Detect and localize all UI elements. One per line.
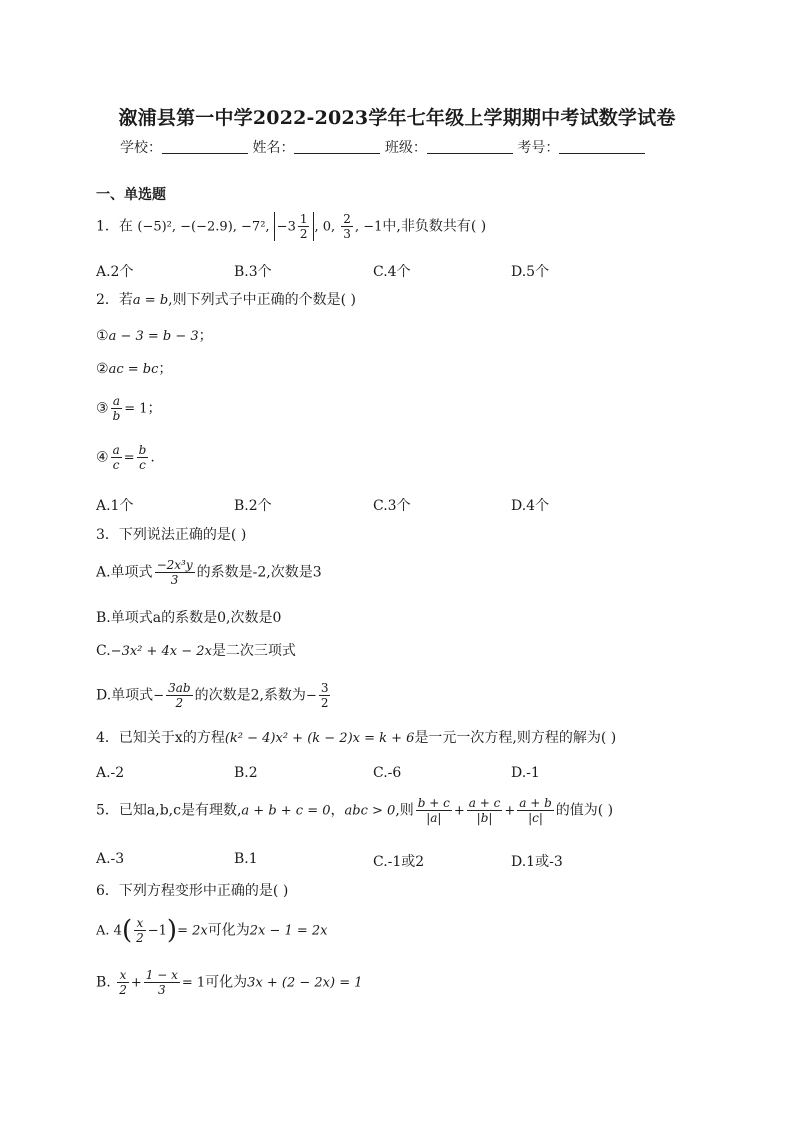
question-number: 5． — [96, 802, 119, 819]
option-frac: $\frac{3ab}{2}$ — [168, 681, 191, 710]
q5-sep: ， — [330, 802, 345, 819]
q3-option-b[interactable] — [96, 609, 281, 627]
q1-mid: , 0, — [314, 219, 340, 235]
question-number: 6． — [96, 883, 119, 899]
option-d[interactable]: D.5个 — [511, 264, 550, 280]
option-a[interactable]: A.1个 — [96, 498, 134, 514]
option-text: B.单项式a的系数是0,次数是0 — [96, 610, 282, 626]
question-4 — [96, 729, 616, 748]
item-end: ； — [198, 328, 213, 344]
class-label: 班级： — [384, 140, 427, 156]
question-number: 2． — [96, 292, 119, 308]
q4-options — [96, 765, 696, 783]
q1-pre: 在 — [118, 218, 133, 235]
option-mid: 的次数是2,系数为 — [194, 687, 306, 704]
option-eq: = 2x — [177, 923, 208, 939]
option-frac-1: $\frac{x}{2}$ — [119, 968, 127, 997]
page-title: 溆浦县第一中学2022-2023学年七年级上学期期中考试数学试卷 — [118, 107, 676, 129]
number-blank — [559, 140, 645, 154]
q5-cond1: a + b + c = 0 — [241, 803, 331, 819]
option-a[interactable]: A.-2 — [96, 765, 125, 781]
q1-expr: (−5)², −(−2.9), −7², — [137, 219, 274, 235]
option-b[interactable]: B.2 — [234, 765, 258, 781]
option-post: 是二次三项式 — [211, 643, 296, 659]
q5-frac-1: $\frac{b + c}{|a|}$ — [417, 796, 450, 825]
option-pre: C. — [96, 643, 111, 659]
q1-abs-frac: $\frac{1}{2}$ — [299, 212, 308, 241]
q5-mid: ,则 — [395, 802, 414, 819]
q4-post: 是一元一次方程,则方程的解为( ) — [414, 730, 617, 746]
q2-cond: a = b — [132, 293, 169, 308]
item-frac: $\frac{a}{b}$ — [112, 394, 121, 423]
q1-options — [96, 261, 696, 279]
question-number: 4． — [96, 730, 119, 746]
question-number: 1． — [96, 218, 119, 235]
question-3 — [96, 526, 246, 544]
option-b[interactable]: B.2个 — [234, 498, 272, 514]
right-paren: ) — [166, 915, 178, 946]
q5-options — [96, 851, 696, 869]
item-frac-1: $\frac{a}{c}$ — [112, 443, 120, 472]
class-blank — [427, 140, 513, 154]
option-d[interactable]: D.1或-3 — [511, 854, 563, 870]
q2-item-4 — [96, 443, 155, 472]
q5-cond2: abc > 0 — [344, 803, 396, 819]
q3-option-d[interactable] — [96, 681, 332, 710]
q6-option-a[interactable] — [96, 916, 328, 945]
option-mid: 可化为 — [205, 974, 248, 991]
question-5 — [96, 796, 613, 825]
school-label: 学校： — [120, 140, 162, 156]
q3-option-c[interactable] — [96, 642, 296, 661]
q5-post: 的值为( ) — [555, 802, 614, 819]
question-text: 下列说法正确的是( ) — [118, 527, 247, 543]
option-frac: $\frac{x}{2}$ — [136, 916, 144, 945]
item-end: ； — [147, 400, 162, 417]
plus-sign: + — [130, 975, 142, 991]
option-frac-2: $\frac{3}{2}$ — [320, 681, 329, 710]
option-pre: A.单项式 — [96, 564, 153, 581]
q2-options — [96, 495, 696, 513]
option-d[interactable]: D.4个 — [511, 498, 550, 514]
option-b[interactable]: B.1 — [234, 851, 258, 867]
question-2 — [96, 291, 356, 310]
option-pre: B. — [96, 974, 116, 991]
q2-pre: 若 — [118, 292, 133, 308]
item-mark: ② — [96, 361, 109, 377]
section-heading: 一、单选题 — [96, 187, 166, 203]
q4-expr: (k² − 4)x² + (k − 2)x = k + 6 — [224, 731, 415, 746]
item-end: ； — [158, 361, 173, 377]
option-result: 2x − 1 = 2x — [249, 923, 328, 939]
minus-sign-2: − — [305, 688, 317, 704]
item-mark: ③ — [96, 400, 109, 417]
student-info-line — [120, 137, 645, 157]
item-mark: ④ — [96, 449, 109, 466]
item-end: . — [150, 449, 155, 466]
plus-sign-2: + — [504, 803, 516, 819]
name-label: 姓名： — [252, 140, 295, 156]
school-blank — [162, 140, 248, 154]
option-pre: A. 4 — [96, 923, 122, 939]
option-mid: 可化为 — [207, 922, 250, 939]
item-expr: ac = bc — [108, 362, 159, 377]
option-c[interactable]: C.3个 — [373, 498, 411, 514]
option-a[interactable]: A.2个 — [96, 264, 134, 280]
question-1 — [96, 212, 486, 241]
q1-tail: , −1 — [354, 219, 383, 235]
q5-pre: 已知a,b,c是有理数, — [118, 802, 242, 819]
option-post: 的系数是-2,次数是3 — [196, 564, 322, 581]
item-frac-2: $\frac{b}{c}$ — [138, 443, 147, 472]
q2-post: ,则下列式子中正确的个数是( ) — [168, 292, 356, 308]
minus-sign: − — [153, 688, 165, 704]
plus-sign: + — [453, 803, 465, 819]
option-c[interactable]: C.-6 — [373, 765, 402, 781]
option-result: 3x + (2 − 2x) = 1 — [247, 975, 363, 991]
item-expr: a − 3 = b − 3 — [108, 329, 199, 344]
q5-frac-3: $\frac{a + b}{|c|}$ — [519, 796, 552, 825]
option-a[interactable]: A.-3 — [96, 851, 125, 867]
q1-frac: $\frac{2}{3}$ — [343, 212, 351, 241]
option-expr: −3x² + 4x − 2x — [110, 644, 212, 659]
question-6 — [96, 882, 288, 900]
item-rest: = 1 — [124, 401, 148, 417]
option-d[interactable]: D.-1 — [511, 765, 540, 781]
option-eq: = 1 — [181, 975, 206, 991]
item-mark: ① — [96, 328, 109, 344]
option-frac-2: $\frac{1 - x}{3}$ — [145, 968, 178, 997]
option-c[interactable]: C.4个 — [373, 264, 411, 280]
q2-item-1 — [96, 327, 213, 346]
question-text: 下列方程变形中正确的是( ) — [118, 883, 289, 899]
q6-option-b[interactable] — [96, 968, 363, 997]
left-paren: ( — [121, 915, 133, 946]
q5-frac-2: $\frac{a + c}{|b|}$ — [468, 796, 501, 825]
item-eq: = — [123, 450, 135, 466]
number-label: 考号： — [517, 140, 560, 156]
q2-item-3 — [96, 394, 162, 423]
option-pre: D.单项式 — [96, 687, 154, 704]
question-number: 3． — [96, 527, 119, 543]
q2-item-2 — [96, 360, 172, 379]
q1-abs-int: −3 — [276, 219, 296, 235]
name-blank — [294, 140, 380, 154]
q1-abs — [274, 212, 315, 241]
option-frac: $\frac{\text{−2x³y}}{3}$ — [156, 558, 193, 587]
q1-post: 中,非负数共有( ) — [382, 218, 487, 235]
option-c[interactable]: C.-1或2 — [373, 854, 425, 870]
q4-pre: 已知关于x的方程 — [118, 730, 225, 746]
option-b[interactable]: B.3个 — [234, 264, 272, 280]
option-inner: −1 — [147, 923, 167, 939]
q3-option-a[interactable] — [96, 558, 322, 587]
